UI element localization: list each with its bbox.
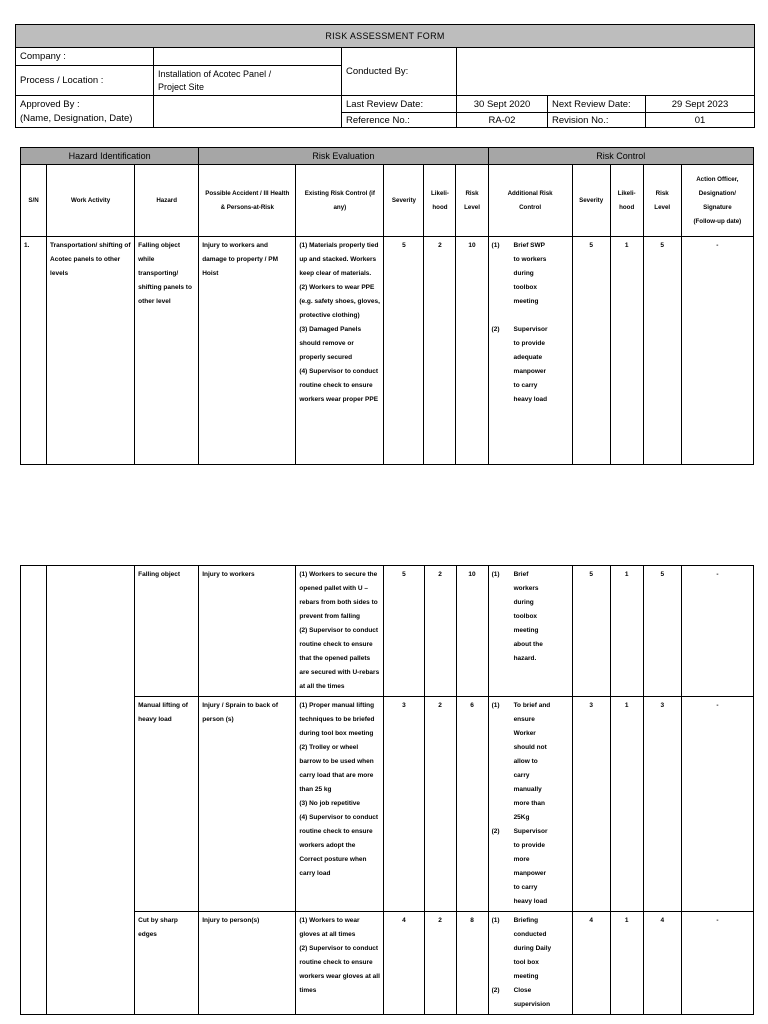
form-header-table [15, 24, 755, 128]
col-severity: Severity [384, 165, 424, 237]
cell-likelihood: 2 [424, 912, 456, 1015]
cell-activity [47, 566, 135, 1015]
control-item [492, 239, 569, 309]
control-item [492, 699, 569, 825]
cell-likelihood-2: 1 [610, 697, 643, 912]
control-item [492, 323, 569, 407]
approved-by-label: Approved By : (Name, Designation, Date) [16, 96, 154, 128]
cell-existing-control: (1) Materials properly tied up and stacked. Workers keep clear of materials. (2) Workers to wear PPE (e.g. safety shoes, gloves, protective clothing) (3) Damaged Panels should remove or properly secured (4) Supervisor to conduct routine check to ensure workers wear proper PPE [296, 237, 384, 465]
hazard-table-2 [20, 565, 754, 1015]
cell-likelihood-2: 1 [610, 566, 643, 697]
cell-additional-control [488, 237, 572, 465]
cell-severity-2: 5 [572, 566, 610, 697]
revision-label: Revision No.: [548, 113, 646, 128]
hazard-table-1 [20, 147, 754, 465]
col-additional-risk-control: Additional Risk Control [488, 165, 572, 237]
col-likelihood-2: Likeli- hood [610, 165, 643, 237]
control-index: (1) [491, 702, 500, 709]
cell-accident: Injury to workers and damage to property / PM Hoist [199, 237, 296, 465]
cell-existing-control: (1) Proper manual lifting techniques to be briefed during tool box meeting (2) Trolley or wheel barrow to be used when carry load that are more than 25 kg (3) No job repetitive (4) Supervisor to conduct routine check to ensure workers adopt the Correct posture when carry load [296, 697, 384, 912]
cell-hazard: Falling object [135, 566, 199, 697]
col-hazard: Hazard [135, 165, 199, 237]
cell-sn: 1. [21, 237, 47, 465]
cell-severity-2: 3 [572, 697, 610, 912]
control-text: Supervisor to provide more manpower to carry heavy load [513, 828, 548, 905]
cell-hazard: Manual lifting of heavy load [135, 697, 199, 912]
cell-action: - [681, 697, 753, 912]
cell-severity: 4 [384, 912, 424, 1015]
cell-risk-level: 10 [456, 237, 488, 465]
reference-value: RA-02 [457, 113, 548, 128]
approved-by-value [154, 96, 342, 128]
cell-existing-control: (1) Workers to wear gloves at all times (2) Supervisor to conduct routine check to ensure workers wear gloves at all times [296, 912, 384, 1015]
cell-action: - [681, 912, 753, 1015]
col-work-activity: Work Activity [47, 165, 135, 237]
cell-sn [21, 566, 47, 1015]
cell-risk-level: 8 [456, 912, 488, 1015]
cell-risk-level-2: 3 [643, 697, 681, 912]
control-text: Supervisor to provide adequate manpower to carry heavy load [513, 326, 548, 403]
cell-severity: 5 [384, 566, 424, 697]
cell-likelihood: 2 [424, 237, 456, 465]
cell-severity-2: 5 [572, 237, 610, 465]
col-likelihood: Likeli- hood [424, 165, 456, 237]
group-risk-evaluation: Risk Evaluation [199, 148, 488, 165]
process-value: Installation of Acotec Panel / Project Site [154, 66, 342, 96]
cell-risk-level: 6 [456, 697, 488, 912]
cell-existing-control: (1) Workers to secure the opened pallet with U –rebars from both sides to prevent from falling (2) Supervisor to conduct routine check to ensure that the opened pallets are secured with U-rebars at all the times [296, 566, 384, 697]
cell-severity: 3 [384, 697, 424, 912]
table-row [21, 237, 754, 465]
cell-additional-control [488, 566, 572, 697]
col-risk-level: Risk Level [456, 165, 488, 237]
cell-risk-level: 10 [456, 566, 488, 697]
cell-severity: 5 [384, 237, 424, 465]
group-hazard-identification: Hazard Identification [21, 148, 199, 165]
cell-additional-control [488, 912, 572, 1015]
company-value [154, 48, 342, 66]
cell-action: - [681, 237, 753, 465]
cell-likelihood-2: 1 [610, 237, 643, 465]
revision-value: 01 [646, 113, 755, 128]
reference-label: Reference No.: [342, 113, 457, 128]
conducted-by-label: Conducted By: [342, 48, 457, 96]
cell-likelihood: 2 [424, 697, 456, 912]
cell-additional-control [488, 697, 572, 912]
cell-risk-level-2: 5 [643, 237, 681, 465]
table-row [21, 566, 754, 697]
last-review-value: 30 Sept 2020 [457, 96, 548, 113]
cell-likelihood-2: 1 [610, 912, 643, 1015]
control-text: Brief workers during toolbox meeting about the hazard. [513, 571, 543, 662]
control-item [492, 984, 569, 1012]
cell-action: - [681, 566, 753, 697]
group-risk-control: Risk Control [488, 148, 753, 165]
cell-severity-2: 4 [572, 912, 610, 1015]
next-review-label: Next Review Date: [548, 96, 646, 113]
cell-accident: Injury to person(s) [199, 912, 296, 1015]
control-index: (2) [491, 828, 500, 835]
col-risk-level-2: Risk Level [643, 165, 681, 237]
control-index: (2) [491, 326, 500, 333]
conducted-by-value [457, 48, 755, 96]
col-existing-risk-control: Existing Risk Control (if any) [296, 165, 384, 237]
control-item [492, 914, 569, 984]
cell-hazard: Falling object while transporting/ shifting panels to other level [135, 237, 199, 465]
cell-activity: Transportation/ shifting of Acotec panels to other levels [47, 237, 135, 465]
control-text: Brief SWP to workers during toolbox meeting [513, 242, 547, 305]
col-severity-2: Severity [572, 165, 610, 237]
cell-accident: Injury / Sprain to back of person (s) [199, 697, 296, 912]
cell-risk-level-2: 5 [643, 566, 681, 697]
control-text: Close supervision [513, 987, 551, 1008]
last-review-label: Last Review Date: [342, 96, 457, 113]
control-item [492, 825, 569, 909]
cell-likelihood: 2 [424, 566, 456, 697]
cell-accident: Injury to workers [199, 566, 296, 697]
control-index: (1) [491, 917, 500, 924]
col-possible-accident: Possible Accident / Ill Health & Persons-at-Risk [199, 165, 296, 237]
control-item [492, 568, 569, 666]
control-index: (1) [491, 242, 500, 249]
company-label: Company : [16, 48, 154, 66]
col-action-officer: Action Officer, Designation/ Signature (Follow-up date) [681, 165, 753, 237]
control-index: (2) [491, 987, 500, 994]
next-review-value: 29 Sept 2023 [646, 96, 755, 113]
col-sn: S/N [21, 165, 47, 237]
cell-risk-level-2: 4 [643, 912, 681, 1015]
control-index: (1) [491, 571, 500, 578]
form-title: RISK ASSESSMENT FORM [16, 25, 755, 48]
cell-hazard: Cut by sharp edges [135, 912, 199, 1015]
process-label: Process / Location : [16, 66, 154, 96]
control-text: To brief and ensure Worker should not allow to carry manually more than 25Kg [513, 702, 551, 821]
control-text: Briefing conducted during Daily tool box meeting [513, 917, 552, 980]
